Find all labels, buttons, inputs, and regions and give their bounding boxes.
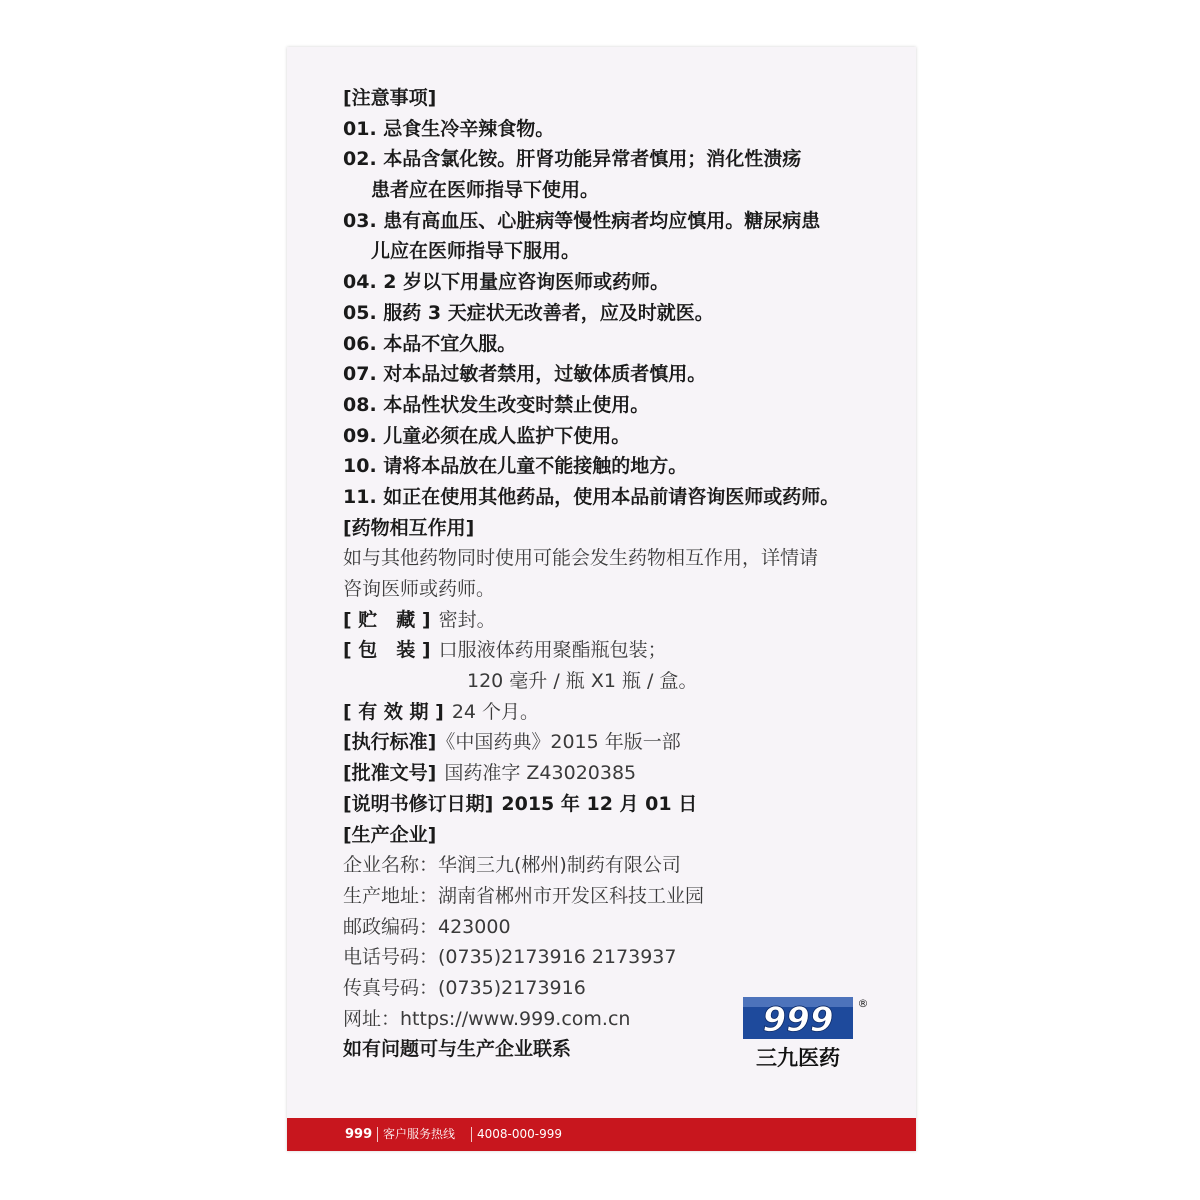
precaution-item: 07. 对本品过敏者禁用，过敏体质者慎用。 <box>343 363 707 386</box>
footer-brand: 999 <box>345 1127 373 1142</box>
precaution-item: 09. 儿童必须在成人监护下使用。 <box>343 424 631 447</box>
validity-row <box>343 697 883 728</box>
validity-label: [ 有 效 期 ] <box>343 700 444 723</box>
precaution-item: 10. 请将本品放在儿童不能接触的地方。 <box>343 455 688 478</box>
precaution-item: 01. 忌食生冷辛辣食物。 <box>343 117 555 140</box>
revision-label: [说明书修订日期] <box>343 792 494 815</box>
revision-value: 2015 年 12 月 01 日 <box>501 792 698 815</box>
manufacturer-fax: 传真号码：(0735)2173916 <box>343 976 586 999</box>
manufacturer-postcode: 邮政编码：423000 <box>343 915 511 938</box>
footer-phone[interactable]: 4008-000-999 <box>477 1127 563 1141</box>
precaution-item: 03. 患有高血压、心脏病等慢性病者均应慎用。糖尿病患 <box>343 209 821 232</box>
package-value-2: 120 毫升 / 瓶 X1 瓶 / 盒。 <box>467 670 698 693</box>
storage-label: [ 贮 藏 ] <box>343 608 431 631</box>
contact-note: 如有问题可与生产企业联系 <box>343 1038 572 1061</box>
revision-row <box>343 789 883 820</box>
standard-value: 《中国药典》2015 年版一部 <box>436 731 681 754</box>
precaution-item: 05. 服药 3 天症状无改善者，应及时就医。 <box>343 301 714 324</box>
manufacturer-name: 企业名称：华润三九(郴州)制药有限公司 <box>343 854 681 877</box>
footer-divider <box>377 1127 378 1142</box>
storage-row <box>343 605 883 636</box>
precaution-item: 08. 本品性状发生改变时禁止使用。 <box>343 393 650 416</box>
leaflet-content <box>343 83 883 1065</box>
leaflet-card <box>287 47 916 1151</box>
approval-row <box>343 758 883 789</box>
manufacturer-heading: [生产企业] <box>343 823 437 846</box>
precaution-item: 11. 如正在使用其他药品，使用本品前请咨询医师或药师。 <box>343 485 840 508</box>
footer-divider <box>471 1127 472 1142</box>
logo-name: 三九医药 <box>756 1046 840 1070</box>
interaction-text-2: 咨询医师或药师。 <box>343 578 496 600</box>
interaction-text-1: 如与其他药物同时使用可能会发生药物相互作用，详情请 <box>343 547 819 570</box>
package-value-1: 口服液体药用聚酯瓶包装； <box>438 639 667 662</box>
brand-logo <box>741 995 871 1070</box>
package-label: [ 包 装 ] <box>343 639 431 662</box>
logo-number: 999 <box>762 1000 834 1040</box>
precaution-item: 04. 2 岁以下用量应咨询医师或药师。 <box>343 271 670 294</box>
approval-value: 国药准字 Z43020385 <box>444 762 637 785</box>
precautions-heading: [注意事项] <box>343 87 437 109</box>
manufacturer-address: 生产地址：湖南省郴州市开发区科技工业园 <box>343 884 705 907</box>
package-row <box>343 635 883 666</box>
precaution-item-cont: 儿应在医师指导下服用。 <box>371 240 581 263</box>
precaution-item-cont: 患者应在医师指导下使用。 <box>371 179 600 202</box>
precaution-item: 06. 本品不宜久服。 <box>343 332 517 355</box>
standard-label: [执行标准] <box>343 731 437 754</box>
interaction-heading: [药物相互作用] <box>343 516 475 539</box>
standard-row <box>343 727 883 758</box>
logo-registered-mark: ® <box>857 997 869 1010</box>
footer-bar <box>287 1118 916 1151</box>
approval-label: [批准文号] <box>343 762 437 785</box>
manufacturer-website[interactable]: 网址：https://www.999.com.cn <box>343 1007 631 1030</box>
precaution-item: 02. 本品含氯化铵。肝肾功能异常者慎用；消化性溃疡 <box>343 148 802 171</box>
validity-value: 24 个月。 <box>451 700 540 723</box>
storage-value: 密封。 <box>438 608 496 631</box>
manufacturer-phone: 电话号码：(0735)2173916 2173937 <box>343 946 677 969</box>
footer-label: 客户服务热线 <box>383 1127 456 1141</box>
